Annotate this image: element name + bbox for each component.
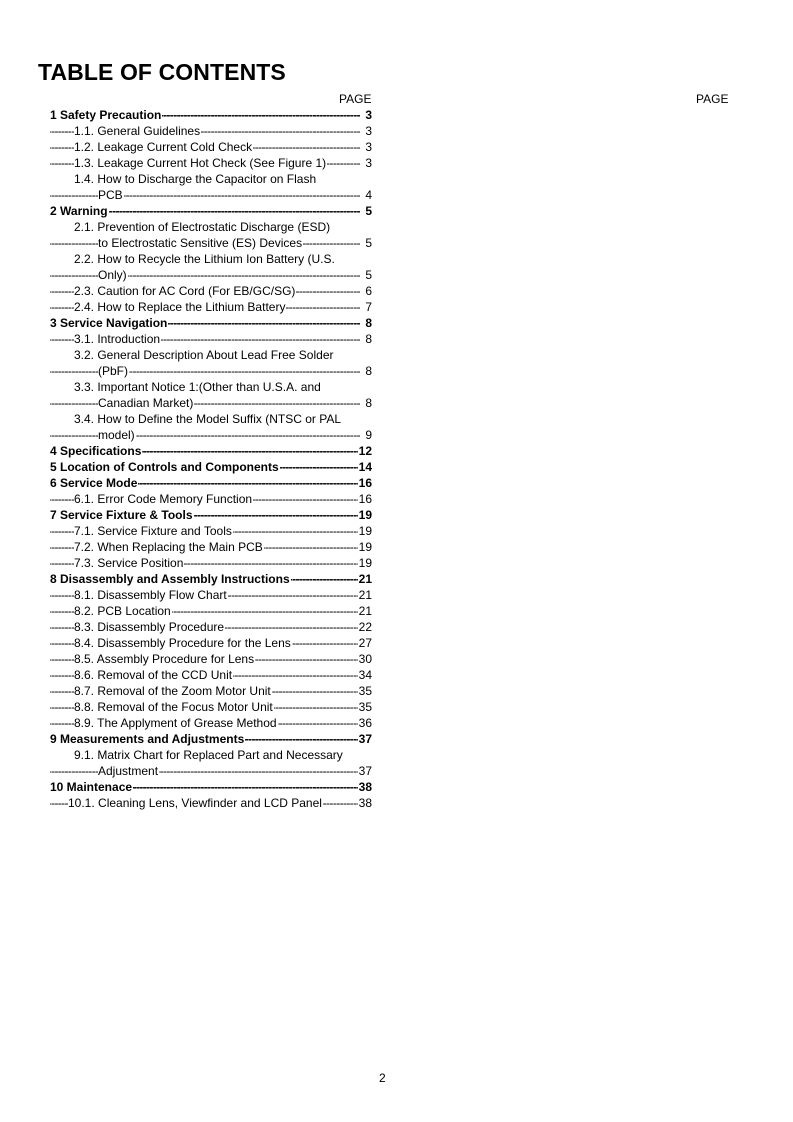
toc-entry-page: 37 — [358, 732, 372, 746]
toc-entry-page: 38 — [358, 796, 372, 810]
toc-entry-page: 5 — [365, 268, 372, 282]
toc-entry-title: 2.2. How to Recycle the Lithium Ion Battery (U.S. — [74, 252, 335, 266]
toc-entry-page: 36 — [358, 716, 372, 730]
toc-entry-page: 21 — [358, 588, 372, 602]
toc-section-entry[interactable] — [50, 459, 372, 475]
toc-entry-title: 2.3. Caution for AC Cord (For EB/GC/SG) — [74, 284, 296, 298]
toc-section-entry[interactable] — [50, 203, 372, 219]
toc-entry-page: 30 — [358, 652, 372, 666]
toc-entry-title: 8.3. Disassembly Procedure — [74, 620, 225, 634]
page-column-label-right: PAGE — [696, 92, 729, 106]
toc-subsection-entry[interactable] — [50, 363, 372, 379]
toc-entry-page: 8 — [365, 396, 372, 410]
toc-entry-page: 14 — [358, 460, 372, 474]
toc-subsection-entry[interactable] — [50, 299, 372, 315]
toc-entry-title: 10 Maintenace — [50, 780, 133, 794]
toc-entry-title: 8.7. Removal of the Zoom Motor Unit — [74, 684, 271, 698]
toc-entry-page: 27 — [358, 636, 372, 650]
toc-entry-title: 2 Warning — [50, 204, 108, 218]
toc-subsection-entry[interactable] — [50, 251, 372, 267]
toc-subsection-entry[interactable] — [50, 683, 372, 699]
toc-subsection-entry[interactable] — [50, 619, 372, 635]
toc-entry-title: 8.4. Disassembly Procedure for the Lens — [74, 636, 291, 650]
toc-entry-page: 19 — [358, 540, 372, 554]
toc-entry-title: 2.4. How to Replace the Lithium Battery — [74, 300, 286, 314]
toc-entry-title: to Electrostatic Sensitive (ES) Devices — [98, 236, 303, 250]
toc-entry-page: 19 — [358, 556, 372, 570]
toc-entry-title: 8 Disassembly and Assembly Instructions — [50, 572, 290, 586]
toc-entry-title: 2.1. Prevention of Electrostatic Discharge (ESD) — [74, 220, 331, 234]
toc-subsection-entry[interactable] — [50, 587, 372, 603]
toc-entry-page: 3 — [365, 156, 372, 170]
toc-entry-page: 21 — [358, 572, 372, 586]
toc-subsection-entry[interactable] — [50, 763, 372, 779]
dot-leader — [50, 763, 360, 779]
dot-leader — [50, 187, 360, 203]
toc-entry-page: 3 — [365, 140, 372, 154]
toc-entry-title: 7.2. When Replacing the Main PCB — [74, 540, 263, 554]
toc-section-entry[interactable] — [50, 507, 372, 523]
toc-entry-title: model) — [98, 428, 135, 442]
toc-subsection-entry[interactable] — [50, 411, 372, 427]
toc-entry-title: 1.4. How to Discharge the Capacitor on Flash — [74, 172, 317, 186]
toc-entry-title: Only) — [98, 268, 127, 282]
toc-subsection-entry[interactable] — [50, 667, 372, 683]
toc-entry-page: 22 — [358, 620, 372, 634]
table-of-contents — [50, 107, 372, 811]
toc-subsection-entry[interactable] — [50, 123, 372, 139]
toc-entry-title: 8.9. The Applyment of Grease Method — [74, 716, 277, 730]
toc-subsection-entry[interactable] — [50, 219, 372, 235]
toc-subsection-entry[interactable] — [50, 331, 372, 347]
toc-subsection-entry[interactable] — [50, 235, 372, 251]
toc-section-entry[interactable] — [50, 731, 372, 747]
toc-entry-page: 9 — [365, 428, 372, 442]
toc-entry-title: 1 Safety Precaution — [50, 108, 162, 122]
dot-leader — [50, 427, 360, 443]
toc-subsection-entry[interactable] — [50, 747, 372, 763]
toc-entry-title: Adjustment — [98, 764, 159, 778]
toc-entry-title: PCB — [98, 188, 123, 202]
toc-entry-title: 10.1. Cleaning Lens, Viewfinder and LCD Panel — [68, 796, 322, 810]
toc-entry-title: 7.1. Service Fixture and Tools — [74, 524, 232, 538]
toc-subsection-entry[interactable] — [50, 267, 372, 283]
toc-entry-title: 8.5. Assembly Procedure for Lens — [74, 652, 255, 666]
toc-subsection-entry[interactable] — [50, 699, 372, 715]
toc-entry-page: 8 — [365, 364, 372, 378]
page-number: 2 — [379, 1071, 386, 1085]
toc-entry-page: 3 — [365, 108, 372, 122]
toc-entry-title: 3 Service Navigation — [50, 316, 168, 330]
toc-entry-page: 21 — [358, 604, 372, 618]
toc-subsection-entry[interactable] — [50, 187, 372, 203]
toc-entry-page: 35 — [358, 700, 372, 714]
toc-entry-title: Canadian Market) — [98, 396, 194, 410]
toc-subsection-entry[interactable] — [50, 491, 372, 507]
toc-entry-title: 1.1. General Guidelines — [74, 124, 201, 138]
toc-entry-page: 16 — [358, 492, 372, 506]
toc-subsection-entry[interactable] — [50, 603, 372, 619]
toc-entry-title: 1.3. Leakage Current Hot Check (See Figure 1) — [74, 156, 327, 170]
dot-leader — [50, 395, 360, 411]
dot-leader — [50, 363, 360, 379]
toc-subsection-entry[interactable] — [50, 795, 372, 811]
toc-entry-title: 5 Location of Controls and Components — [50, 460, 279, 474]
toc-entry-title: 6.1. Error Code Memory Function — [74, 492, 253, 506]
toc-entry-page: 19 — [358, 508, 372, 522]
toc-entry-page: 38 — [358, 780, 372, 794]
toc-subsection-entry[interactable] — [50, 539, 372, 555]
page-column-label-left: PAGE — [339, 92, 372, 106]
toc-entry-page: 3 — [365, 124, 372, 138]
toc-entry-page: 6 — [365, 284, 372, 298]
toc-subsection-entry[interactable] — [50, 283, 372, 299]
toc-entry-title: 1.2. Leakage Current Cold Check — [74, 140, 253, 154]
toc-subsection-entry[interactable] — [50, 347, 372, 363]
toc-entry-title: 8.6. Removal of the CCD Unit — [74, 668, 233, 682]
toc-subsection-entry[interactable] — [50, 715, 372, 731]
toc-subsection-entry[interactable] — [50, 395, 372, 411]
toc-entry-title: 3.4. How to Define the Model Suffix (NTSC or PAL — [74, 412, 342, 426]
toc-entry-title: (PbF) — [98, 364, 128, 378]
toc-section-entry[interactable] — [50, 475, 372, 491]
toc-entry-title: 3.1. Introduction — [74, 332, 161, 346]
toc-subsection-entry[interactable] — [50, 155, 372, 171]
toc-entry-title: 3.2. General Description About Lead Free Solder — [74, 348, 334, 362]
toc-entry-page: 8 — [365, 332, 372, 346]
toc-entry-title: 7.3. Service Position — [74, 556, 184, 570]
document-title: TABLE OF CONTENTS — [38, 59, 286, 85]
toc-entry-title: 3.3. Important Notice 1:(Other than U.S.A. and — [74, 380, 321, 394]
toc-entry-page: 5 — [365, 204, 372, 218]
toc-entry-title: 8.8. Removal of the Focus Motor Unit — [74, 700, 273, 714]
toc-entry-title: 6 Service Mode — [50, 476, 138, 490]
toc-entry-title: 7 Service Fixture & Tools — [50, 508, 193, 522]
toc-section-entry[interactable] — [50, 107, 372, 123]
toc-entry-title: 9.1. Matrix Chart for Replaced Part and Necessary — [74, 748, 343, 762]
toc-entry-title: 8.1. Disassembly Flow Chart — [74, 588, 227, 602]
toc-subsection-entry[interactable] — [50, 635, 372, 651]
toc-subsection-entry[interactable] — [50, 171, 372, 187]
toc-entry-title: 9 Measurements and Adjustments — [50, 732, 245, 746]
toc-entry-page: 12 — [358, 444, 372, 458]
toc-subsection-entry[interactable] — [50, 555, 372, 571]
toc-entry-page: 35 — [358, 684, 372, 698]
toc-section-entry[interactable] — [50, 571, 372, 587]
toc-entry-page: 5 — [365, 236, 372, 250]
toc-subsection-entry[interactable] — [50, 379, 372, 395]
toc-subsection-entry[interactable] — [50, 427, 372, 443]
toc-subsection-entry[interactable] — [50, 523, 372, 539]
toc-entry-page: 7 — [365, 300, 372, 314]
toc-section-entry[interactable] — [50, 779, 372, 795]
toc-entry-title: 8.2. PCB Location — [74, 604, 171, 618]
toc-entry-title: 4 Specifications — [50, 444, 142, 458]
toc-entry-page: 37 — [358, 764, 372, 778]
toc-subsection-entry[interactable] — [50, 139, 372, 155]
toc-entry-page: 8 — [365, 316, 372, 330]
toc-entry-page: 4 — [365, 188, 372, 202]
toc-section-entry[interactable] — [50, 315, 372, 331]
toc-subsection-entry[interactable] — [50, 651, 372, 667]
toc-entry-page: 34 — [358, 668, 372, 682]
toc-entry-page: 16 — [358, 476, 372, 490]
toc-section-entry[interactable] — [50, 443, 372, 459]
toc-entry-page: 19 — [358, 524, 372, 538]
dot-leader — [50, 267, 360, 283]
